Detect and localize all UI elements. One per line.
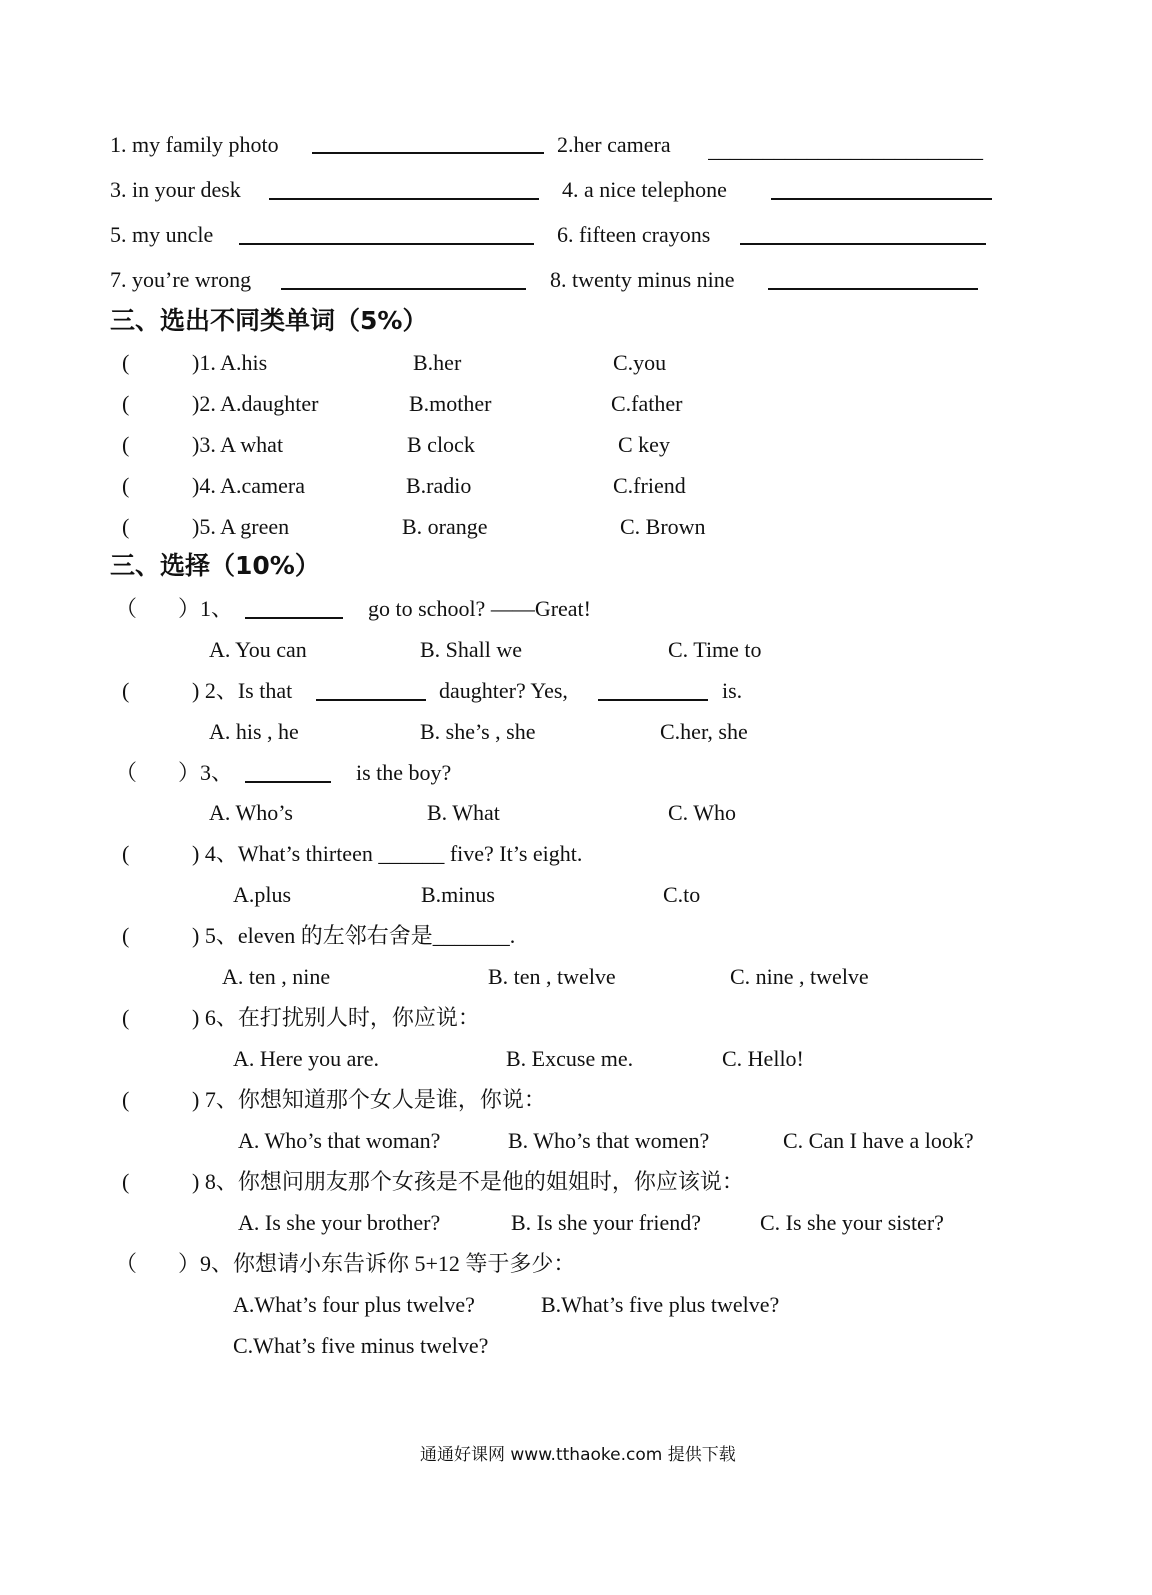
choice-q3-blank[interactable]	[245, 781, 331, 783]
paren-open: (	[122, 923, 130, 948]
answer-line-5[interactable]	[239, 243, 534, 245]
answer-line-2[interactable]: _________________________	[708, 137, 983, 162]
translate-item-2: 2.her camera	[557, 132, 671, 157]
choice-q5-option-a: A. ten , nine	[222, 964, 331, 989]
choice-q4-option-b: B.minus	[421, 882, 495, 907]
answer-line-6[interactable]	[740, 243, 986, 245]
paren-open: (	[122, 1005, 130, 1030]
choice-q3-option-c: C. Who	[668, 800, 737, 825]
choice-q7-option-a: A. Who’s that woman?	[238, 1128, 441, 1153]
choice-q1-number: ）1、	[178, 596, 234, 621]
choice-q3-option-a: A. Who’s	[209, 800, 293, 825]
paren-open: (	[122, 473, 130, 498]
choice-q1-text: go to school? ——Great!	[368, 596, 591, 621]
choice-q3-option-b: B. What	[427, 800, 500, 825]
translate-item-1: 1. my family photo	[110, 132, 279, 157]
translate-item-6: 6. fifteen crayons	[557, 222, 711, 247]
choice-q1-option-a: A. You can	[209, 637, 307, 662]
paren-open: (	[122, 391, 130, 416]
paren-open: (	[122, 1087, 130, 1112]
odd-q5-option-a: )5. A green	[192, 514, 290, 539]
odd-q1-option-b: B.her	[413, 350, 462, 375]
choice-q1-option-b: B. Shall we	[420, 637, 523, 662]
choice-q2-text: daughter? Yes,	[439, 678, 568, 703]
paren-open: (	[122, 841, 130, 866]
answer-line-4[interactable]	[771, 198, 992, 200]
choice-q2-blank-1[interactable]	[316, 699, 426, 701]
choice-q1-option-c: C. Time to	[668, 637, 762, 662]
odd-q3-option-b: B clock	[407, 432, 475, 457]
odd-q4-option-a: )4. A.camera	[192, 473, 305, 498]
choice-q2-option-a: A. his , he	[209, 719, 299, 744]
translate-item-8: 8. twenty minus nine	[550, 267, 735, 292]
paren-open: （	[115, 596, 138, 621]
choice-q8-option-c: C. Is she your sister?	[760, 1210, 944, 1235]
paren-open: (	[122, 350, 130, 375]
paren-open: (	[122, 514, 130, 539]
translate-item-7: 7. you’re wrong	[110, 267, 252, 292]
footer-credit: 通通好课网 www.tthaoke.com 提供下载	[420, 1445, 736, 1465]
choice-q6-option-a: A. Here you are.	[233, 1046, 379, 1071]
translate-item-3: 3. in your desk	[110, 177, 241, 202]
answer-line-8[interactable]	[768, 288, 978, 290]
choice-q6-option-c: C. Hello!	[722, 1046, 804, 1071]
section-title-odd-word: 三、选出不同类单词（5%）	[110, 306, 428, 335]
odd-q2-option-c: C.father	[611, 391, 683, 416]
choice-q1-blank[interactable]	[245, 617, 343, 619]
odd-q1-option-c: C.you	[613, 350, 667, 375]
paren-open: (	[122, 432, 130, 457]
translate-item-4: 4. a nice telephone	[562, 177, 727, 202]
choice-q8-option-b: B. Is she your friend?	[511, 1210, 702, 1235]
choice-q2-option-b: B. she’s , she	[420, 719, 536, 744]
answer-line-3[interactable]	[269, 198, 539, 200]
paren-open: （	[115, 1251, 138, 1276]
odd-q4-option-c: C.friend	[613, 473, 686, 498]
choice-q9-option-b: B.What’s five plus twelve?	[541, 1292, 780, 1317]
translate-item-5: 5. my uncle	[110, 222, 214, 247]
odd-q4-option-b: B.radio	[406, 473, 472, 498]
answer-line-7[interactable]	[281, 288, 526, 290]
choice-q3-text: is the boy?	[356, 760, 452, 785]
choice-q2-blank-2[interactable]	[598, 699, 708, 701]
choice-q5-text: ) 5、eleven 的左邻右舍是_______.	[192, 923, 516, 948]
odd-q3-option-c: C key	[618, 432, 670, 457]
odd-q2-option-a: )2. A.daughter	[192, 391, 319, 416]
odd-q5-option-b: B. orange	[402, 514, 488, 539]
choice-q7-text: ) 7、你想知道那个女人是谁，你说：	[192, 1087, 546, 1112]
paren-open: （	[115, 760, 138, 785]
odd-q2-option-b: B.mother	[409, 391, 492, 416]
odd-q3-option-a: )3. A what	[192, 432, 284, 457]
choice-q2-option-c: C.her, she	[660, 719, 748, 744]
choice-q4-option-a: A.plus	[233, 882, 292, 907]
odd-q5-option-c: C. Brown	[620, 514, 706, 539]
choice-q2-number: ) 2、Is that	[192, 678, 293, 703]
choice-q2-end: is.	[722, 678, 743, 703]
choice-q6-text: ) 6、在打扰别人时，你应说：	[192, 1005, 480, 1030]
choice-q5-option-b: B. ten , twelve	[488, 964, 616, 989]
section-title-choice: 三、选择（10%）	[110, 551, 320, 580]
choice-q7-option-b: B. Who’s that women?	[508, 1128, 710, 1153]
odd-q1-option-a: )1. A.his	[192, 350, 268, 375]
choice-q3-number: ）3、	[178, 760, 234, 785]
choice-q9-option-a: A.What’s four plus twelve?	[233, 1292, 475, 1317]
choice-q5-option-c: C. nine , twelve	[730, 964, 869, 989]
choice-q9-text: ）9、你想请小东告诉你 5+12 等于多少：	[178, 1251, 576, 1276]
choice-q7-option-c: C. Can I have a look?	[783, 1128, 974, 1153]
choice-q9-option-c: C.What’s five minus twelve?	[233, 1333, 489, 1358]
choice-q4-option-c: C.to	[663, 882, 701, 907]
answer-line-1[interactable]	[312, 152, 544, 154]
paren-open: (	[122, 678, 130, 703]
choice-q6-option-b: B. Excuse me.	[506, 1046, 634, 1071]
choice-q8-option-a: A. Is she your brother?	[238, 1210, 441, 1235]
paren-open: (	[122, 1169, 130, 1194]
choice-q8-text: ) 8、你想问朋友那个女孩是不是他的姐姐时，你应该说：	[192, 1169, 744, 1194]
choice-q4-text: ) 4、What’s thirteen ______ five? It’s eight.	[192, 841, 583, 866]
